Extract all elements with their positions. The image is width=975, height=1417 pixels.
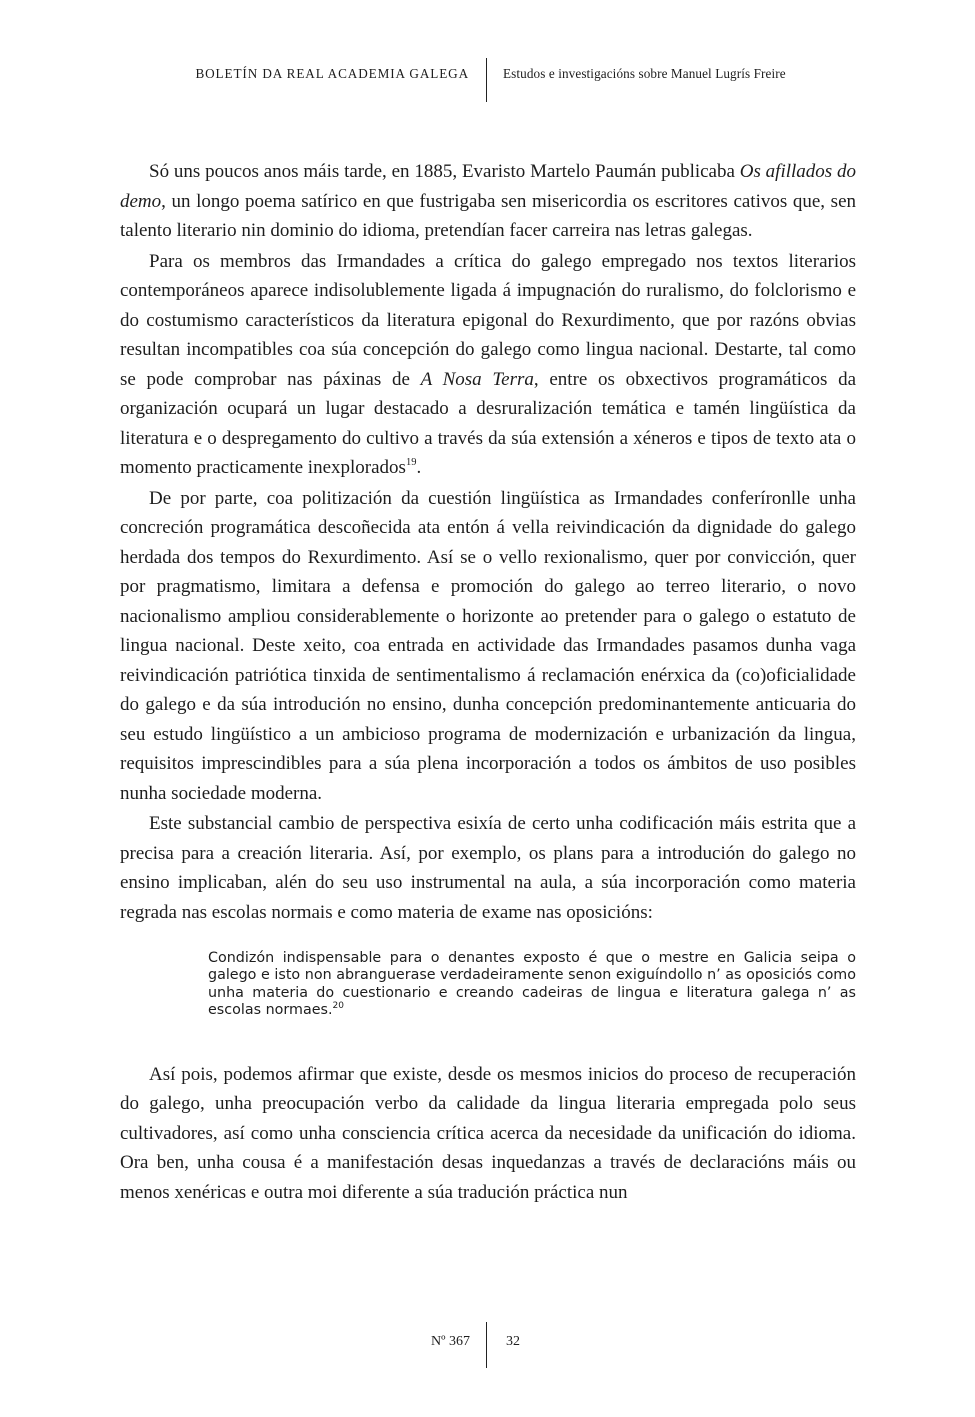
work-title-a-nosa-terra: A Nosa Terra bbox=[420, 368, 534, 390]
paragraph-1-text-b: , un longo poema satírico en que fustrigaba sen misericordia os escritores cativos que, sen talento literario nin dominio do idioma, pretendían facer carreira nas letras galegas. bbox=[120, 190, 856, 241]
header-divider bbox=[486, 58, 487, 102]
paragraph-2-text-a: Para os membros das Irmandades a crítica do galego empregado nos textos literarios contemporáneos aparece indisolublemente ligada á impugnación do ruralismo, do folclorismo e do costumismo característicos da literatura epigonal do Rexurdimento, que por razóns obvias resultan incompatibles coa súa concepción do galego como lingua nacional. Destarte, tal como se pode comprobar nas páxinas de bbox=[120, 250, 856, 390]
paragraph-5: Así pois, podemos afirmar que existe, desde os mesmos inicios do proceso de recuperación do galego, unha preocupación verbo da calidade da lingua literaria empregada polo seus cultivadores, así como unha consciencia crítica acerca da necesidade da unificación do idioma. Ora ben, unha cousa é a manifestación desas inquedanzas a través de declaracións máis ou menos xenéricas e outra moi diferente a súa tradución práctica nun bbox=[120, 1063, 856, 1203]
issue-number: Nº 367 bbox=[431, 1334, 470, 1349]
paragraph-4: Este substancial cambio de perspectiva esixía de certo unha codificación máis estrita que a precisa para a creación literaria. Así, por exemplo, os plans para a introdución do galego no ensino implicaban, alén do seu uso instrumental na aula, a súa incorporación como materia regrada nas escolas normais e como materia de exame nas oposicións: bbox=[120, 813, 856, 923]
footnote-ref-20: 20 bbox=[332, 1001, 344, 1012]
page-number: 32 bbox=[506, 1334, 520, 1349]
paragraph-3: De por parte, coa politización da cuestión lingüística as Irmandades conferíronlle unha concreción programática descoñecida ata entón á vella reivindicación da dignidade do galego herdada dos tempos do Rexurdimento. Así se o vello rexionalismo, quer por convicción, quer por pragmatismo, limitara a defensa e promoción do galego ao terreo literario, o novo nacionalismo ampliou considerablemente o horizonte ao pretender para o galego o estatuto de lingua nacional. Deste xeito, coa entrada en actividade das Irmandades pasamos dunha vaga reivindicación patriótica tinxida de sentimentalismo á reclamación enérxica da (co)oficialidade do galego e da súa introdución no ensino, dunha concepción predominantemente anticuaria do seu estudo lingüístico a un ambicioso programa de modernización e urbanización da lingua, requisitos imprescindibles para a súa plena incorporación a todos os ámbitos de uso posibles nunha sociedade moderna. bbox=[120, 487, 856, 804]
paragraph-2 bbox=[120, 247, 856, 483]
work-title-os-afillados-do-demo: Os afillados do demo bbox=[120, 161, 857, 212]
footer-divider bbox=[486, 1322, 487, 1368]
paragraph-2-text-b: , entre os obxectivos programáticos da organización ocupará un lugar destacado a desruralización temática e tamén lingüística da literatura e o despregamento do cultivo a través da súa extensión a xéneros e tipos de texto ata o momento practicamente inexplorados bbox=[120, 368, 856, 478]
paragraph-1-text-a: Só uns poucos anos máis tarde, en 1885, Evaristo Martelo Paumán publicaba bbox=[149, 161, 740, 182]
article-body bbox=[120, 157, 856, 1207]
section-title: Estudos e investigacións sobre Manuel Lugrís Freire bbox=[503, 66, 786, 81]
paragraph-1 bbox=[120, 157, 856, 246]
journal-title: BOLETÍN DA REAL ACADEMIA GALEGA bbox=[195, 66, 469, 81]
footnote-ref-19: 19 bbox=[405, 457, 417, 468]
block-quote bbox=[208, 950, 856, 1020]
block-quote-text: Condizón indispensable para o denantes exposto é que o mestre en Galicia seipa o galego e isto non abranguerase verdadeiramente senon exiguíndollo n’ as oposiciós como unha materia do cuestionario e creando cadeiras de lingua e literatura galega n’ as escolas normaes. bbox=[208, 950, 856, 1019]
page-footer bbox=[0, 1322, 975, 1368]
running-header bbox=[0, 58, 975, 102]
paragraph-2-end: . bbox=[416, 457, 422, 478]
